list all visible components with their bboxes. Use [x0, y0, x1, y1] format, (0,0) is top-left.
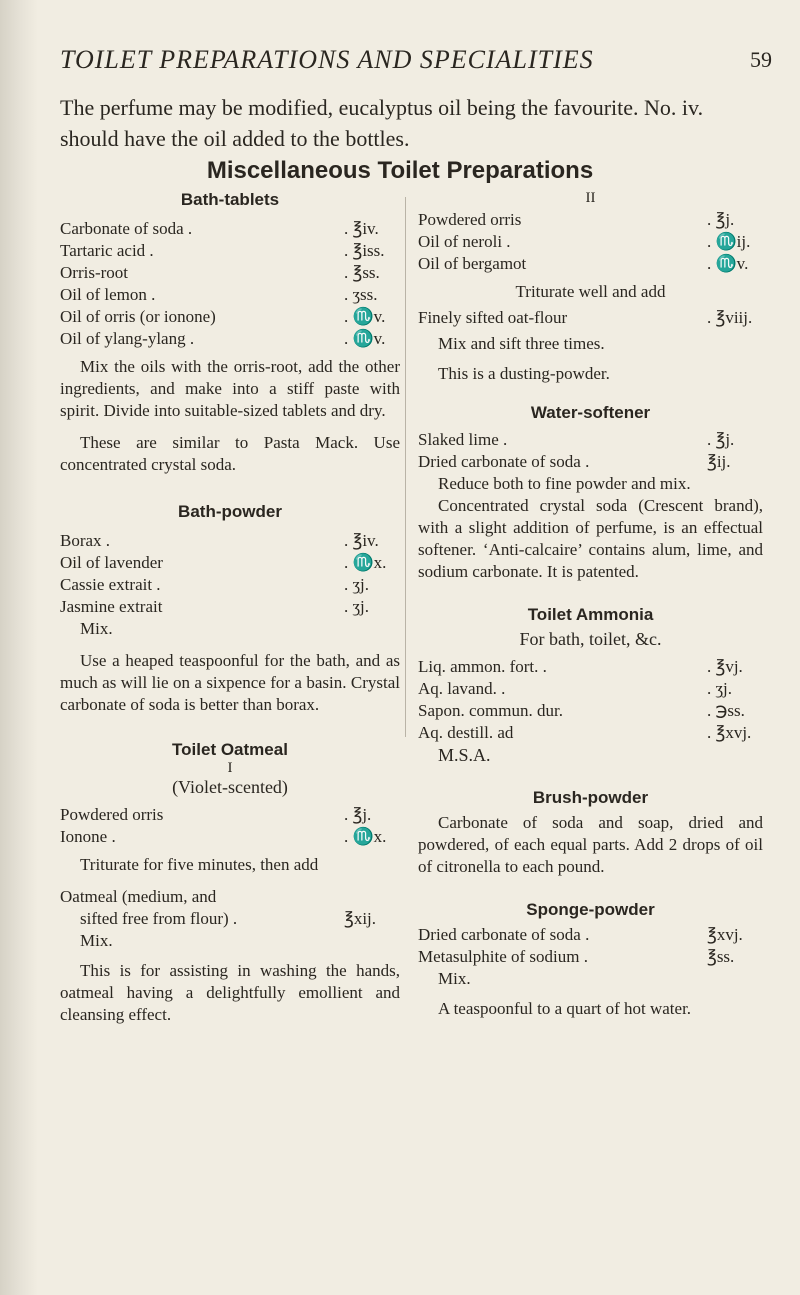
ingredient-name: Oil of bergamot	[418, 254, 527, 273]
ingredient-qty: . ℥iss.	[344, 241, 385, 260]
ingredient-name: Dried carbonate of soda .	[418, 452, 590, 471]
bath-powder-recipe	[60, 530, 400, 618]
ingredient-name: Powdered orris	[60, 805, 164, 824]
ingredient-name: Oatmeal (medium, and	[60, 887, 217, 906]
water-softener-directions: Reduce both to fine powder and mix.	[438, 474, 691, 493]
ingredient-name: Dried carbonate of soda .	[418, 925, 590, 944]
ingredient-qty: . ℈ss.	[707, 701, 745, 720]
mix-instruction: Mix.	[438, 969, 471, 988]
ingredient-name: Metasulphite of sodium .	[418, 947, 588, 966]
ingredient-name: Oil of neroli .	[418, 232, 511, 251]
ingredient-name: Slaked lime .	[418, 430, 508, 449]
ingredient-name: Oil of orris (or ionone)	[60, 307, 216, 326]
ingredient-qty: . ʒj.	[707, 679, 733, 698]
oatmeal-ingredient	[60, 886, 400, 930]
ingredient-qty: . ℥iv.	[344, 531, 379, 550]
ingredient-qty: . ℥viij.	[707, 308, 753, 327]
ingredient-qty: . ♏x.	[344, 553, 387, 572]
ingredient-name: Borax .	[60, 531, 111, 550]
bath-tablets-recipe	[60, 218, 400, 350]
ingredient-qty: . ℥j.	[707, 430, 735, 449]
ingredient-row	[418, 946, 763, 968]
ingredient-name: Orris-root	[60, 263, 128, 282]
ingredient-name: Oil of ylang-ylang .	[60, 329, 195, 348]
intro-paragraph: The perfume may be modified, eucalyptus oil being the favourite. No. iv. should have the oil added to the bottles.	[60, 95, 704, 151]
ingredient-qty: . ♏ij.	[707, 232, 751, 251]
mix-instruction: Mix.	[80, 931, 113, 950]
left-column	[60, 190, 400, 1026]
toilet-ammonia-recipe	[418, 656, 763, 744]
section-title: Miscellaneous Toilet Preparations	[206, 157, 594, 184]
page-gutter-shadow	[0, 0, 38, 1295]
ingredient-row	[60, 306, 400, 328]
recipe-number: II	[585, 190, 596, 206]
sponge-powder-section	[418, 900, 763, 1020]
oatmeal-ii-recipe	[418, 209, 763, 275]
ingredient-row	[418, 451, 763, 473]
ingredient-qty: . ʒj.	[344, 597, 370, 616]
bath-tablets-note: These are similar to Pasta Mack. Use concentrated crystal soda.	[60, 433, 400, 474]
toilet-oatmeal-heading: Toilet Oatmeal	[172, 740, 288, 759]
ingredient-qty: ℥ss.	[707, 947, 735, 966]
toilet-oatmeal-recipe	[60, 804, 400, 848]
ingredient-name: Ionone .	[60, 827, 116, 846]
triturate-instruction: Triturate for five minutes, then add	[80, 855, 319, 874]
water-softener-note: Concentrated crystal soda (Crescent brand), with a slight addition of perfume, is an effectual softener. ‘Anti-calcaire’ contains alum, lime, and sodium carbonate. It is patented.	[418, 496, 763, 581]
ingredient-qty: . ℥xvj.	[707, 723, 752, 742]
ingredient-name: Tartaric acid .	[60, 241, 154, 260]
bath-powder-section	[60, 502, 400, 716]
ingredient-name: Carbonate of soda .	[60, 219, 193, 238]
ingredient-row	[418, 429, 763, 451]
ingredient-qty: ℥xij.	[344, 909, 377, 928]
msa-instruction: M.S.A.	[438, 745, 491, 765]
bath-tablets-section	[60, 190, 400, 476]
sponge-powder-heading: Sponge-powder	[526, 900, 655, 919]
column-divider	[405, 197, 406, 737]
ingredient-qty: . ℥iv.	[344, 219, 379, 238]
running-head: TOILET PREPARATIONS AND SPECIALITIES	[60, 45, 594, 74]
ingredient-qty: . ℥j.	[707, 210, 735, 229]
ingredient-row	[418, 924, 763, 946]
toilet-oatmeal-note: This is for assisting in washing the hands, oatmeal having a delightfully emollient and cleansing effect.	[60, 961, 400, 1024]
ingredient-row	[418, 678, 763, 700]
toilet-ammonia-section	[418, 605, 763, 766]
oatmeal-ii-section	[418, 190, 763, 385]
ingredient-row	[418, 656, 763, 678]
ingredient-name: Oil of lavender	[60, 553, 163, 572]
ingredient-row	[60, 328, 400, 350]
toilet-ammonia-subtitle: For bath, toilet, &c.	[519, 629, 662, 649]
ingredient-row	[60, 262, 400, 284]
mix-instruction: Mix and sift three times.	[438, 334, 605, 353]
ingredient-qty: . ℥j.	[344, 805, 372, 824]
ingredient-qty: ℥ij.	[707, 452, 731, 471]
ingredient-row	[418, 700, 763, 722]
ingredient-row	[418, 209, 763, 231]
recipe-number: I	[227, 760, 233, 776]
water-softener-section	[418, 403, 763, 583]
ingredient-name: Aq. destill. ad	[418, 723, 514, 742]
ingredient-qty: . ℥vj.	[707, 657, 743, 676]
ingredient-row	[418, 231, 763, 253]
mix-instruction: Mix.	[80, 619, 113, 638]
ingredient-row	[60, 284, 400, 306]
water-softener-recipe	[418, 429, 763, 473]
toilet-oatmeal-section	[60, 740, 400, 1026]
ingredient-qty: . ℥ss.	[344, 263, 380, 282]
ingredient-row	[418, 253, 763, 275]
ingredient-name: Aq. lavand. .	[418, 679, 506, 698]
ingredient-name: Cassie extrait .	[60, 575, 161, 594]
ingredient-row	[60, 218, 400, 240]
ingredient-qty: . ♏x.	[344, 827, 387, 846]
ingredient-qty: ℥xvj.	[707, 925, 743, 944]
bath-powder-directions: Use a heaped teaspoonful for the bath, and as much as will lie on a sixpence for a basin. Crystal carbonate of soda is better than borax.	[60, 651, 400, 714]
bath-tablets-heading: Bath-tablets	[180, 190, 280, 209]
ingredient-name: Powdered orris	[418, 210, 522, 229]
ingredient-name: sifted free from flour) .	[80, 909, 238, 928]
ingredient-row	[60, 240, 400, 262]
ingredient-qty: . ♏v.	[707, 254, 749, 273]
water-softener-heading: Water-softener	[530, 403, 651, 422]
ingredient-row	[60, 574, 400, 596]
oatmeal-ii-note: This is a dusting-powder.	[438, 364, 610, 383]
ingredient-row	[60, 596, 400, 618]
sponge-powder-directions: A teaspoonful to a quart of hot water.	[438, 999, 692, 1018]
page-number: 59	[750, 47, 772, 72]
ingredient-name: Jasmine extrait	[60, 597, 163, 616]
right-column	[418, 190, 763, 1020]
ingredient-qty: . ♏v.	[344, 307, 386, 326]
ingredient-row	[60, 530, 400, 552]
ingredient-row	[60, 908, 400, 930]
ingredient-row	[418, 307, 763, 329]
brush-powder-section	[418, 788, 763, 878]
toilet-ammonia-heading: Toilet Ammonia	[527, 605, 654, 624]
ingredient-row	[60, 826, 400, 848]
ingredient-name: Finely sifted oat-flour	[418, 308, 568, 327]
bath-powder-heading: Bath-powder	[178, 502, 282, 521]
ingredient-name: Liq. ammon. fort. .	[418, 657, 547, 676]
ingredient-qty: . ♏v.	[344, 329, 386, 348]
ingredient-row	[60, 804, 400, 826]
ingredient-name: Oil of lemon .	[60, 285, 156, 304]
brush-powder-text: Carbonate of soda and soap, dried and powdered, of each equal parts. Add 2 drops of oil of citronella to each pound.	[418, 813, 763, 876]
sponge-powder-recipe	[418, 924, 763, 968]
brush-powder-heading: Brush-powder	[532, 788, 649, 807]
ingredient-name: Sapon. commun. dur.	[418, 701, 563, 720]
ingredient-qty: . ʒss.	[344, 285, 378, 304]
bath-tablets-directions: Mix the oils with the orris-root, add the other ingredients, and make into a stiff paste with spirit. Divide into suitable-sized tablets and dry.	[60, 357, 400, 420]
ingredient-row	[418, 722, 763, 744]
triturate-instruction: Triturate well and add	[515, 282, 666, 301]
toilet-oatmeal-subtitle: (Violet-scented)	[172, 777, 288, 797]
ingredient-row	[60, 552, 400, 574]
ingredient-qty: . ʒj.	[344, 575, 370, 594]
